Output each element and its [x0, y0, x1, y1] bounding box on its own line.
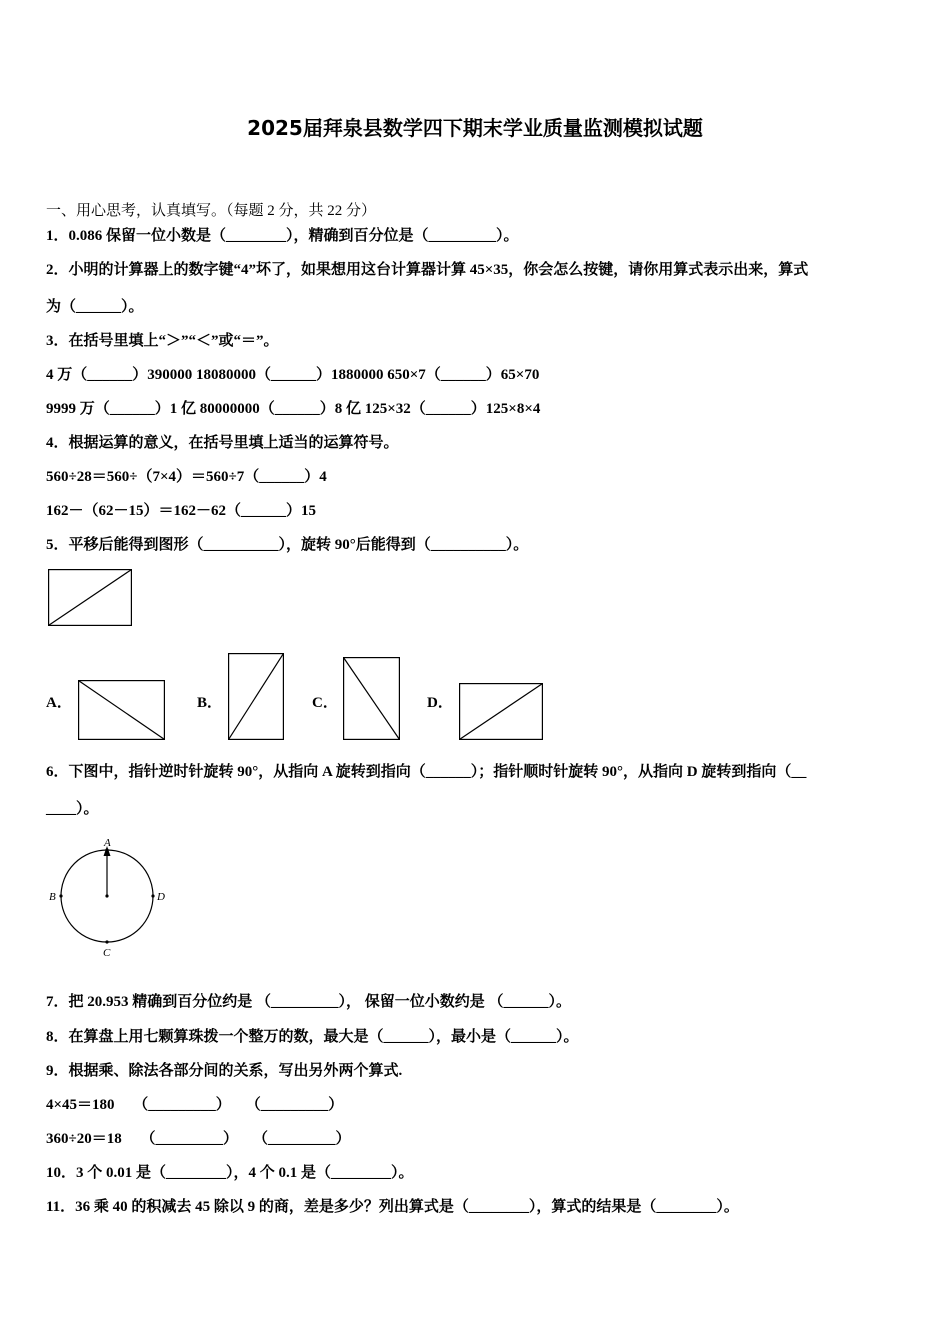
question-1: 1．0.086 保留一位小数是（________），精确到百分位是（_________）。 — [46, 228, 519, 244]
question-3-row2: 9999 万（______）1 亿 80000000（______）8 亿 125×32（______）125×8×4 — [46, 401, 541, 417]
question-2-line1: 2．小明的计算器上的数字键“4”坏了，如果想用这台计算器计算 45×35，你会怎么按键，请你用算式表示出来，算式 — [46, 262, 809, 278]
question-9-row1: 4×45＝180 （_________） （_________） — [46, 1097, 344, 1113]
question-9-row2: 360÷20＝18 （_________） （_________） — [46, 1131, 351, 1147]
question-5: 5．平移后能得到图形（__________），旋转 90°后能得到（__________）。 — [46, 537, 529, 553]
section-header: 一、用心思考，认真填写。（每题 2 分，共 22 分） — [46, 203, 377, 219]
question-7: 7．把 20.953 精确到百分位约是 （_________）， 保留一位小数约是 （______）。 — [46, 994, 572, 1010]
q6-clock-diagram — [40, 832, 180, 962]
question-9: 9．根据乘、除法各部分间的关系，写出另外两个算式. — [46, 1063, 403, 1079]
question-4: 4．根据运算的意义，在括号里填上适当的运算符号。 — [46, 435, 399, 451]
point-c-label: C — [103, 947, 111, 959]
question-3: 3．在括号里填上“＞”“＜”或“＝”。 — [46, 333, 279, 349]
question-3-row1: 4 万（______）390000 18080000（______）1880000 650×7（______）65×70 — [46, 367, 540, 383]
question-4-row2: 162－（62－15）＝162－62（______）15 — [46, 503, 317, 519]
point-b-label: B — [49, 891, 56, 903]
q5-option-d-label: D． — [427, 695, 453, 711]
q5-option-c-label: C． — [312, 695, 338, 711]
q5-option-a-figure — [78, 680, 165, 740]
point-a-label: A — [104, 837, 111, 849]
q5-original-figure — [48, 569, 132, 626]
question-6-line1: 6．下图中，指针逆时针旋转 90°，从指向 A 旋转到指向（______）；指针顺时针旋转 90°，从指向 D 旋转到指向（__ — [46, 764, 807, 780]
q5-option-b-figure — [228, 653, 284, 740]
question-4-row1: 560÷28＝560÷（7×4）＝560÷7（______）4 — [46, 469, 327, 485]
page-title: 2025届拜泉县数学四下期末学业质量监测模拟试题 — [247, 116, 703, 140]
q5-option-d-figure — [459, 683, 543, 740]
question-2-line2: 为（______）。 — [46, 299, 144, 315]
question-6-line2: ____）。 — [46, 801, 99, 817]
point-d-label: D — [157, 891, 165, 903]
q5-option-b-label: B． — [197, 695, 223, 711]
question-10: 10．3 个 0.01 是（________），4 个 0.1 是（________）。 — [46, 1165, 414, 1181]
q5-option-a-label: A． — [46, 695, 72, 711]
question-8: 8．在算盘上用七颗算珠拨一个整万的数，最大是（______），最小是（______）。 — [46, 1029, 579, 1045]
question-11: 11．36 乘 40 的积减去 45 除以 9 的商，差是多少？列出算式是（________），算式的结果是（________）。 — [46, 1199, 739, 1215]
q5-option-c-figure — [343, 657, 400, 740]
